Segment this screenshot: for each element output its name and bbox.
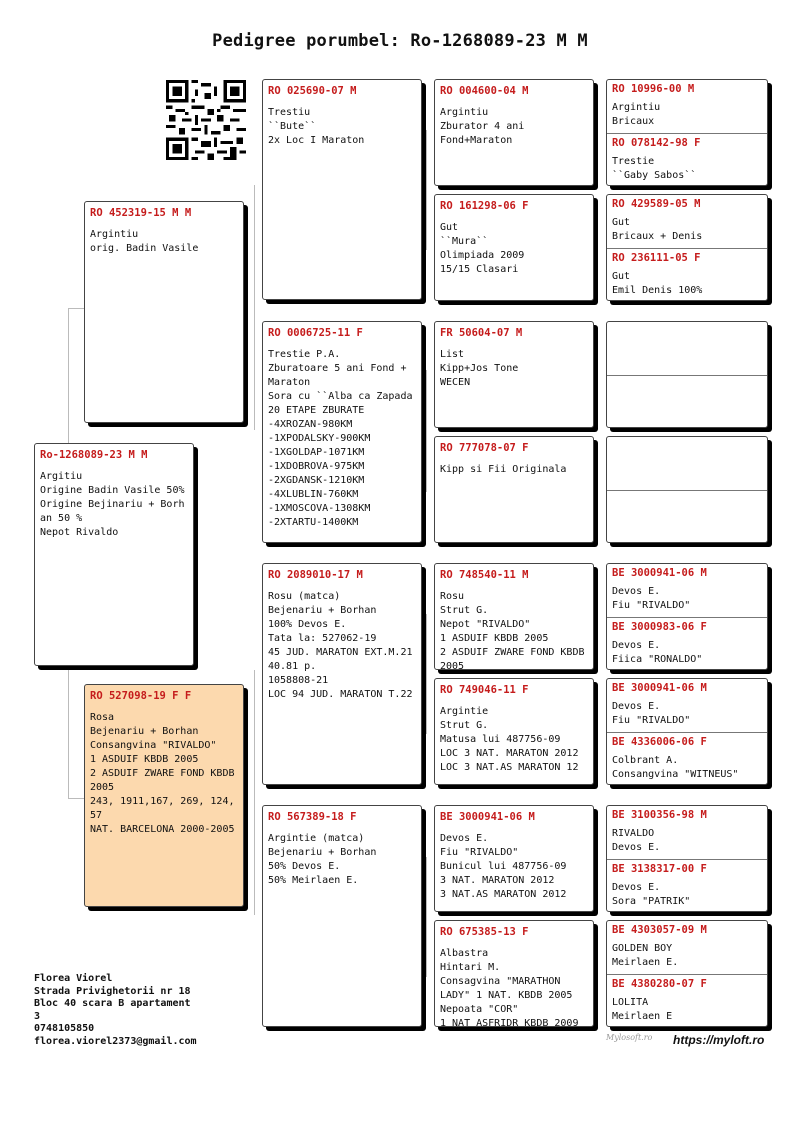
pigeon-card-gen3[interactable] xyxy=(434,678,594,785)
ring-number: BE 3000983-06 F xyxy=(612,621,707,633)
signature-logo: Mylosoft.ro xyxy=(606,1033,653,1042)
info-line: 50% Devos E. xyxy=(268,861,341,872)
info-line: Fiu "RIVALDO" xyxy=(612,600,691,611)
info-line: -1XMOSCOVA-1308KM xyxy=(268,503,371,514)
pigeon-card-gen4-pair-empty[interactable] xyxy=(606,436,768,543)
ring-number: RO 748540-11 M xyxy=(440,569,529,581)
info-line: ``Bute`` xyxy=(268,121,317,132)
info-line: 2 ASDUIF ZWARE FOND KBDB xyxy=(440,647,585,658)
info-line: NAT. BARCELONA 2000-2005 xyxy=(90,824,235,835)
info-line: Nepoata "COR" xyxy=(440,1004,519,1015)
info-line: Fiica "RONALDO" xyxy=(612,654,703,665)
pigeon-card-gen2[interactable] xyxy=(262,79,422,300)
info-line: Fiu "RIVALDO" xyxy=(440,847,519,858)
info-line: Rosu xyxy=(440,591,465,602)
pigeon-card-gen3[interactable] xyxy=(434,194,594,301)
pigeon-card-subject[interactable] xyxy=(34,443,194,666)
ring-number: RO 429589-05 M xyxy=(612,198,701,210)
info-line: -2XTARTU-1400KM xyxy=(268,517,359,528)
info-line: Sora cu ``Alba ca Zapada xyxy=(268,391,413,402)
ring-number: RO 078142-98 F xyxy=(612,137,701,149)
info-line: Gut xyxy=(612,271,631,282)
info-line: Rosu (matca) xyxy=(268,591,341,602)
info-line: Bejenariu + Borhan xyxy=(90,726,199,737)
connector-line xyxy=(254,670,255,915)
connector-line xyxy=(426,857,427,977)
ring-number: RO 675385-13 F xyxy=(440,926,529,938)
info-line: Hintari M. xyxy=(440,962,501,973)
info-line: 15/15 Clasari xyxy=(440,264,519,275)
info-line: Devos E. xyxy=(612,882,661,893)
info-line: Fiu "RIVALDO" xyxy=(612,715,691,726)
pigeon-card-sire[interactable] xyxy=(84,201,244,423)
ring-number: RO 2089010-17 M xyxy=(268,569,363,581)
info-line: Argitiu xyxy=(40,471,83,482)
info-line: 243, 1911,167, 269, 124, xyxy=(90,796,235,807)
info-line: 45 JUD. MARATON EXT.M.21 xyxy=(268,647,413,658)
info-line: Strut G. xyxy=(440,605,489,616)
page-title: Pedigree porumbel: Ro-1268089-23 M M xyxy=(212,31,588,51)
info-line: Trestie xyxy=(612,156,655,167)
info-line: Devos E. xyxy=(440,833,489,844)
info-line: 3 NAT.AS MARATON 2012 xyxy=(440,889,567,900)
pigeon-card-gen2[interactable] xyxy=(262,563,422,785)
owner-contact xyxy=(34,973,197,1048)
info-line: Devos E. xyxy=(612,842,661,853)
info-line: Argintie (matca) xyxy=(268,833,365,844)
website-link[interactable]: https://myloft.ro xyxy=(673,1033,765,1047)
ring-number: BE 4336006-06 F xyxy=(612,736,707,748)
info-line: LADY" 1 NAT. KBDB 2005 xyxy=(440,990,573,1001)
info-line: Maraton xyxy=(268,377,311,388)
info-line: an 50 % xyxy=(40,513,83,524)
pigeon-card-gen3[interactable] xyxy=(434,321,594,428)
info-line: ``Gaby Sabos`` xyxy=(612,170,697,181)
ring-number: BE 3100356-98 M xyxy=(612,809,707,821)
info-line: 50% Meirlaen E. xyxy=(268,875,359,886)
ring-number: RO 452319-15 M M xyxy=(90,207,192,219)
pigeon-card-gen3[interactable] xyxy=(434,805,594,912)
info-line: GOLDEN BOY xyxy=(612,943,673,954)
ring-number: RO 0006725-11 F xyxy=(268,327,363,339)
ring-number: RO 567389-18 F xyxy=(268,811,357,823)
pigeon-card-gen3[interactable] xyxy=(434,79,594,186)
ring-number: RO 161298-06 F xyxy=(440,200,529,212)
pigeon-card-gen4-pair[interactable] xyxy=(606,920,768,1027)
connector-line xyxy=(426,370,427,492)
info-line: 1 ASDUIF KBDB 2005 xyxy=(440,633,549,644)
owner-phone: 0748105850 xyxy=(34,1023,95,1034)
info-line: Tata la: 527062-19 xyxy=(268,633,377,644)
info-line: Bejenariu + Borhan xyxy=(268,605,377,616)
info-line: -1XPODALSKY-900KM xyxy=(268,433,371,444)
ring-number: BE 4303057-09 M xyxy=(612,924,707,936)
info-line: 2 ASDUIF ZWARE FOND KBDB xyxy=(90,768,235,779)
info-line: Origine Badin Vasile 50% xyxy=(40,485,185,496)
info-line: Consagvina "MARATHON xyxy=(440,976,561,987)
info-line: 100% Devos E. xyxy=(268,619,347,630)
info-line: Gut xyxy=(440,222,459,233)
info-line: Zburatoare 5 ani Fond + xyxy=(268,363,407,374)
ring-number: RO 749046-11 F xyxy=(440,684,529,696)
info-line: Argintiu xyxy=(612,102,661,113)
owner-address-line: Strada Privighetorii nr 18 xyxy=(34,985,191,997)
info-line: 57 xyxy=(90,810,103,821)
info-line: Bricaux xyxy=(612,116,655,127)
info-line: 1 ASDUIF KBDB 2005 xyxy=(90,754,199,765)
ring-number: BE 4380280-07 F xyxy=(612,978,707,990)
info-line: 2005 xyxy=(440,661,465,669)
pigeon-card-gen4-pair[interactable] xyxy=(606,678,768,785)
ring-number: Ro-1268089-23 M M xyxy=(40,449,148,461)
ring-number: BE 3138317-00 F xyxy=(612,863,707,875)
pigeon-card-gen3[interactable] xyxy=(434,436,594,543)
pigeon-card-gen4-pair[interactable] xyxy=(606,805,768,912)
info-line: Kipp+Jos Tone xyxy=(440,363,519,374)
info-line: -1XGOLDAP-1071KM xyxy=(268,447,365,458)
qr-code xyxy=(166,80,246,160)
info-line: Rosa xyxy=(90,712,115,723)
pigeon-card-gen2[interactable] xyxy=(262,321,422,543)
info-line: Meirlaen E. xyxy=(612,957,679,968)
info-line: Argintiu xyxy=(440,107,489,118)
info-line: Devos E. xyxy=(612,640,661,651)
ring-number: RO 236111-05 F xyxy=(612,252,701,264)
info-line: Nepot "RIVALDO" xyxy=(440,619,531,630)
info-line: 2x Loc I Maraton xyxy=(268,135,365,146)
info-line: LOC 3 NAT. MARATON 2012 xyxy=(440,748,579,759)
info-line: List xyxy=(440,349,465,360)
info-line: Bricaux + Denis xyxy=(612,231,703,242)
pigeon-card-gen4-pair[interactable] xyxy=(606,194,768,301)
ring-number: RO 004600-04 M xyxy=(440,85,529,97)
connector-line xyxy=(426,614,427,734)
info-line: Albastra xyxy=(440,948,489,959)
info-line: -1XDOBROVA-975KM xyxy=(268,461,365,472)
owner-email[interactable]: florea.viorel2373@gmail.com xyxy=(34,1035,197,1047)
ring-number: RO 527098-19 F F xyxy=(90,690,192,702)
info-line: Matusa lui 487756-09 xyxy=(440,734,561,745)
info-line: 20 ETAPE ZBURATE xyxy=(268,405,365,416)
info-line: RIVALDO xyxy=(612,828,655,839)
info-line: Olimpiada 2009 xyxy=(440,250,525,261)
info-line: Gut xyxy=(612,217,631,228)
info-line: -2XGDANSK-1210KM xyxy=(268,475,365,486)
ring-number: RO 777078-07 F xyxy=(440,442,529,454)
pigeon-card-gen3[interactable] xyxy=(434,920,594,1027)
info-line: ``Mura`` xyxy=(440,236,489,247)
info-line: orig. Badin Vasile xyxy=(90,243,199,254)
owner-name: Florea Viorel xyxy=(34,973,113,984)
info-line: Zburator 4 ani xyxy=(440,121,525,132)
info-line: 1 NAT ASFRIDR KBDB 2009 xyxy=(440,1018,579,1026)
owner-address-line: Bloc 40 scara B apartament xyxy=(34,998,191,1009)
pigeon-card-dam[interactable] xyxy=(84,684,244,907)
info-line: Consangvina "WITNEUS" xyxy=(612,769,739,780)
info-line: Kipp si Fii Originala xyxy=(440,464,567,475)
info-line: Trestie P.A. xyxy=(268,349,341,360)
connector-line xyxy=(254,185,255,430)
info-line: Origine Bejinariu + Borh xyxy=(40,499,185,510)
connector-line xyxy=(426,130,427,250)
info-line: 3 NAT. MARATON 2012 xyxy=(440,875,555,886)
ring-number: BE 3000941-06 M xyxy=(440,811,535,823)
ring-number: RO 10996-00 M xyxy=(612,83,695,95)
info-line: Bejenariu + Borhan xyxy=(268,847,377,858)
pigeon-card-gen3[interactable] xyxy=(434,563,594,670)
ring-number: FR 50604-07 M xyxy=(440,327,523,339)
info-line: -4XROZAN-980KM xyxy=(268,419,353,430)
info-line: LOC 3 NAT.AS MARATON 12 xyxy=(440,762,579,773)
info-line: Argintie xyxy=(440,706,489,717)
info-line: Colbrant A. xyxy=(612,755,679,766)
info-line: Fond+Maraton xyxy=(440,135,513,146)
ring-number: RO 025690-07 M xyxy=(268,85,357,97)
info-line: WECEN xyxy=(440,377,471,388)
info-line: 2005 xyxy=(90,782,115,793)
pigeon-card-gen2[interactable] xyxy=(262,805,422,1027)
info-line: LOLITA xyxy=(612,997,649,1008)
info-line: Meirlaen E xyxy=(612,1011,673,1022)
info-line: Devos E. xyxy=(612,701,661,712)
info-line: Argintiu xyxy=(90,229,139,240)
info-line: Strut G. xyxy=(440,720,489,731)
info-line: Bunicul lui 487756-09 xyxy=(440,861,567,872)
pigeon-card-gen4-pair[interactable] xyxy=(606,79,768,186)
owner-address-line: 3 xyxy=(34,1010,41,1022)
pigeon-card-gen4-pair-empty[interactable] xyxy=(606,321,768,428)
ring-number: BE 3000941-06 M xyxy=(612,682,707,694)
info-line: Sora "PATRIK" xyxy=(612,896,691,907)
info-line: 1058808-21 xyxy=(268,675,329,686)
info-line: LOC 94 JUD. MARATON T.22 xyxy=(268,689,413,700)
info-line: -4XLUBLIN-760KM xyxy=(268,489,359,500)
info-line: Consangvina "RIVALDO" xyxy=(90,740,217,751)
info-line: Emil Denis 100% xyxy=(612,285,703,296)
info-line: Devos E. xyxy=(612,586,661,597)
info-line: 40.81 p. xyxy=(268,661,317,672)
pigeon-card-gen4-pair[interactable] xyxy=(606,563,768,670)
info-line: Nepot Rivaldo xyxy=(40,527,119,538)
ring-number: BE 3000941-06 M xyxy=(612,567,707,579)
info-line: Trestiu xyxy=(268,107,311,118)
